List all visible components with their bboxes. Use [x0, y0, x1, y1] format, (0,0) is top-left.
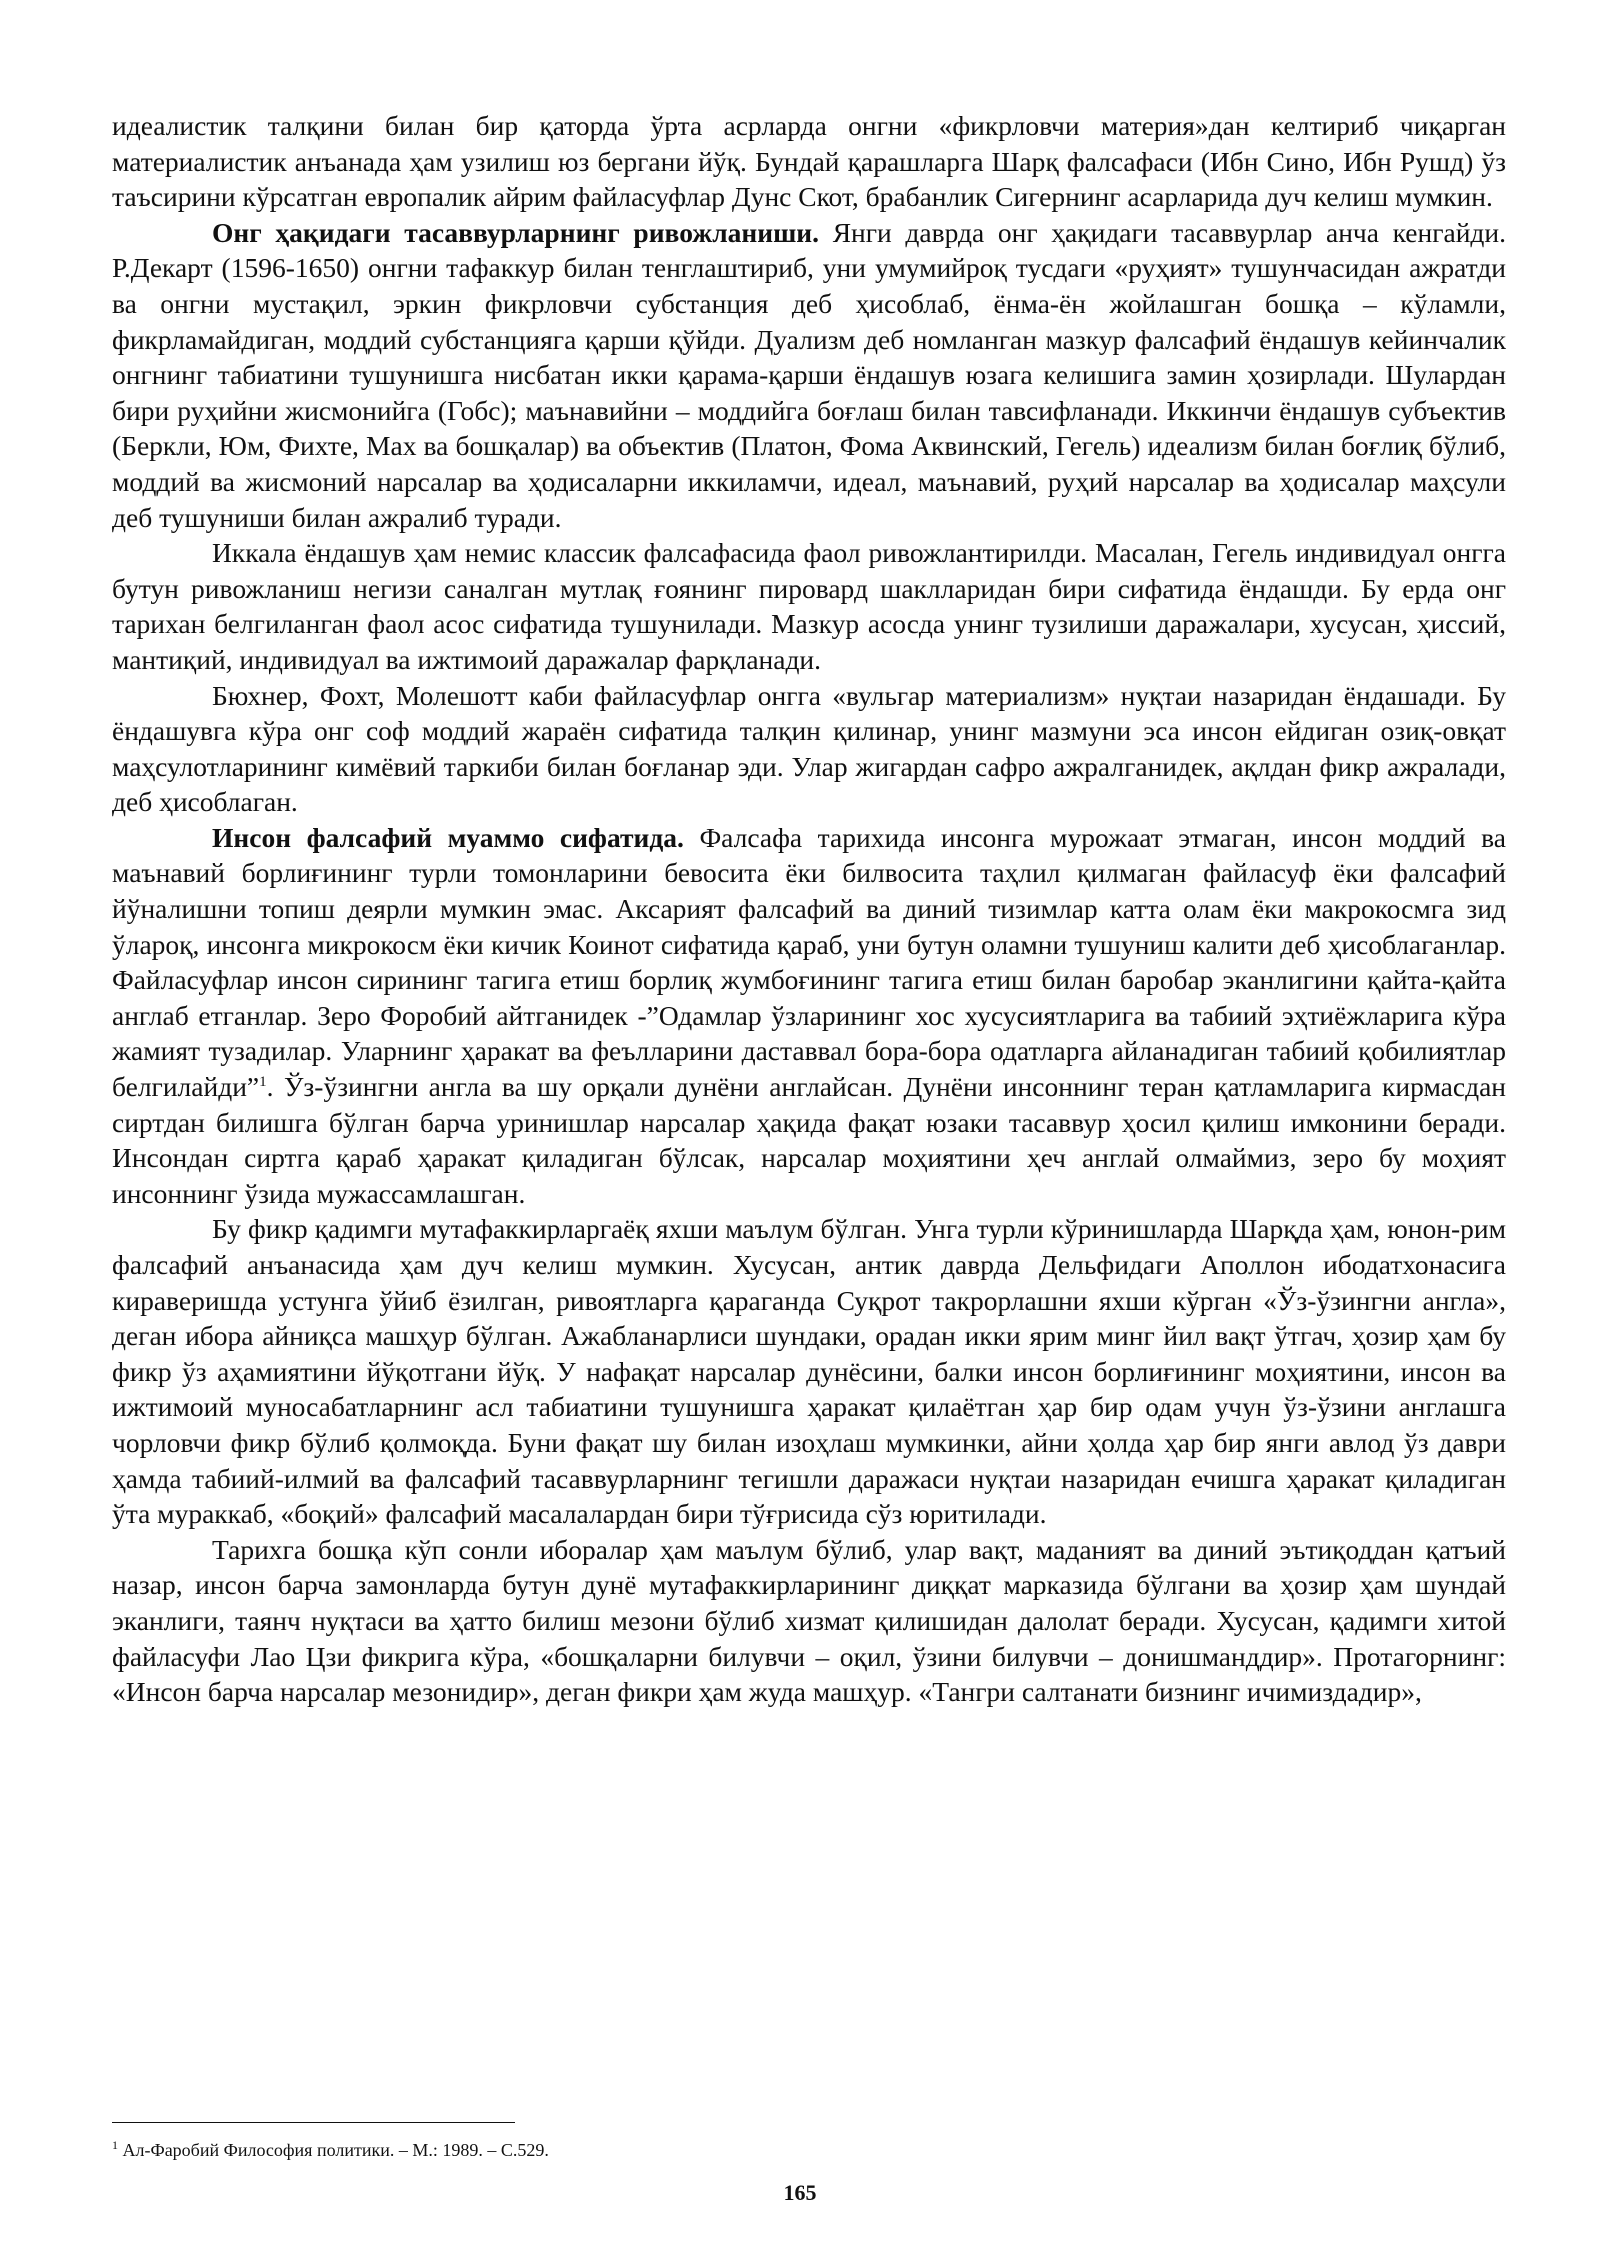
- paragraph-3: Иккала ёндашув ҳам немис классик фалсафасида фаол ривожлантирилди. Масалан, Гегель индивидуал онгга бутун ривожланиш негизи саналган мутлақ ғоянинг пировард шаклларидан бири сифатида ёндашди. Бу ерда онг тарихан белгиланган фаол асос сифатида тушунилади. Мазкур асосда унинг тузилиши даражалари, хусусан, ҳиссий, мантиқий, индивидуал ва ижтимоий даражалар фарқланади.: [112, 537, 1506, 675]
- paragraph-5: [112, 820, 1506, 1212]
- footnote-divider: [112, 2122, 515, 2123]
- paragraph-1: идеалистик талқини билан бир қаторда ўрта асрларда онгни «фикрловчи материя»дан келтириб чиқарган материалистик анъанада ҳам узилиш юз бергани йўқ. Бундай қарашларга Шарқ фалсафаси (Ибн Сино, Ибн Рушд) ўз таъсирини кўрсатган европалик айрим файласуфлар Дунс Скот, брабанлик Сигернинг асарларида дуч келиш мумкин.: [112, 110, 1506, 213]
- page-body: [112, 108, 1506, 1710]
- footnote-reference[interactable]: 1: [259, 1073, 267, 1090]
- paragraph-7: Тарихга бошқа кўп сонли иборалар ҳам маълум бўлиб, улар вақт, маданият ва диний эътиқоддан қатъий назар, инсон барча замонларда бутун дунё мутафаккирларининг диққат марказида бўлгани ва ҳозир ҳам шундай эканлиги, таянч нуқтаси ва ҳатто билиш мезони бўлиб хизмат қилишидан далолат беради. Хусусан, қадимги хитой файласуфи Лао Цзи фикрига кўра, «бошқаларни билувчи – оқил, ўзини билувчи – донишманддир». Протагорнинг: «Инсон барча нарсалар мезонидир», деган фикри ҳам жуда машҳур. «Тангри салтанати бизнинг ичимиздадир»,: [112, 1533, 1506, 1708]
- paragraph-4: Бюхнер, Фохт, Молешотт каби файласуфлар онгга «вульгар материализм» нуқтаи назаридан ёндашади. Бу ёндашувга кўра онг соф моддий жараён сифатида талқин қилинар, унинг мазмуни эса инсон ейдиган озиқ-овқат маҳсулотларининг кимёвий таркиби билан боғланар эди. Улар жигардан сафро ажралганидек, ақлдан фикр ажралади, деб ҳисоблаган.: [112, 679, 1506, 818]
- paragraph-5-text-a: Фалсафа тарихида инсонга мурожаат этмаган, инсон моддий ва маънавий борлиғининг турли томонларини бевосита ёки билвосита таҳлил қилмаган файласуф ёки фалсафий йўналишни топиш деярли мумкин эмас. Аксарият фалсафий ва диний тизимлар катта олам ёки макрокосмга зид ўлароқ, инсонга микрокосм ёки кичик Коинот сифатида қараб, уни бутун оламни тушуниш калити деб ҳисоблаганлар. Файласуфлар инсон сирининг тагига етиш борлиқ жумбоғининг тагига етиш билан баробар эканлигини қайта-қайта англаб етганлар. Зеро Форобий айтганидек -”Одамлар ўзларининг хос хусусиятларига ва табиий эҳтиёжларига кўра жамият тузадилар. Уларнинг ҳаракат ва феълларини даставвал бора-бора одатларга айланадиган табиий қобилиятлар белгилайди”: [112, 821, 1506, 1103]
- footnote: [112, 2138, 549, 2162]
- paragraph-5-text-b: . Ўз-ўзингни англа ва шу орқали дунёни англайсан. Дунёни инсоннинг теран қатламларига кирмасдан сиртдан билишга бўлган барча уринишлар нарсалар ҳақида фақат юзаки тасаввур ҳосил қилиш имконини беради. Инсондан сиртга қараб ҳаракат қиладиган бўлсак, нарсалар моҳиятини ҳеч англай олмаймиз, зеро бу моҳият инсоннинг ўзида мужассамлашган.: [112, 1071, 1506, 1209]
- paragraph-2: [112, 215, 1506, 535]
- paragraph-6: Бу фикр қадимги мутафаккирларгаёқ яхши маълум бўлган. Унга турли кўринишларда Шарқда ҳам, юнон-рим фалсафий анъанасида ҳам дуч келиш мумкин. Хусусан, антик даврда Дельфидаги Аполлон ибодатхонасига кираверишда устунга ўйиб ёзилган, ривоятларга қараганда Суқрот такрорлашни яхши кўрган «Ўз-ўзингни англа», деган ибора айниқса машҳур бўлган. Ажабланарлиси шундаки, орадан икки ярим минг йил вақт ўтгач, ҳозир ҳам бу фикр ўз аҳамиятини йўқотгани йўқ. У нафақат нарсалар дунёсини, балки инсон борлиғининг моҳиятини, инсон ва ижтимоий муносабатларнинг асл табиатини тушунишга ҳаракат қилаётган ҳар бир одам учун ўз-ўзини англашга чорловчи фикр бўлиб қолмоқда. Буни фақат шу билан изоҳлаш мумкинки, айни ҳолда ҳар бир янги авлод ўз даври ҳамда табиий-илмий ва фалсафий тасаввурларнинг тегишли даражаси нуқтаи назаридан ечишга ҳаракат қиладиган ўта мураккаб, «боқий» фалсафий масалалардан бири тўғрисида сўз юритилади.: [112, 1213, 1506, 1530]
- page-number: 165: [783, 2180, 817, 2205]
- section-heading-consciousness: Онг ҳақидаги тасаввурларнинг ривожланиши.: [212, 216, 820, 248]
- paragraph-2-text: Янги даврда онг ҳақидаги тасаввурлар анча кенгайди. Р.Декарт (1596-1650) онгни тафаккур билан тенглаштириб, уни умумийроқ тусдаги «руҳият» тушунчасидан ажратди ва онгни мустақил, эркин фикрловчи субстанция деб ҳисоблаб, ёнма-ён жойлашган бошқа – кўламли, фикрламайдиган, моддий субстанцияга қарши қўйди. Дуализм деб номланган мазкур фалсафий ёндашув кейинчалик онгнинг табиатини тушунишга нисбатан икки қарама-қарши ёндашув юзага келишига замин ҳозирлади. Шулардан бири руҳийни жисмонийга (Гобс); маънавийни – моддийга боғлаш билан тавсифланади. Иккинчи ёндашув субъектив (Беркли, Юм, Фихте, Мах ва бошқалар) ва объектив (Платон, Фома Аквинский, Гегель) идеализм билан боғлиқ бўлиб, моддий ва жисмоний нарсалар ва ҳодисаларни иккиламчи, идеал, маънавий, руҳий нарсалар ва ҳодисалар маҳсули деб тушуниши билан ажралиб туради.: [112, 216, 1506, 533]
- section-heading-human: Инсон фалсафий муаммо сифатида.: [212, 821, 684, 853]
- footnote-text: Ал-Фаробий Философия политики. – М.: 1989. – С.529.: [118, 2140, 549, 2160]
- footnote-marker: 1: [112, 2138, 118, 2152]
